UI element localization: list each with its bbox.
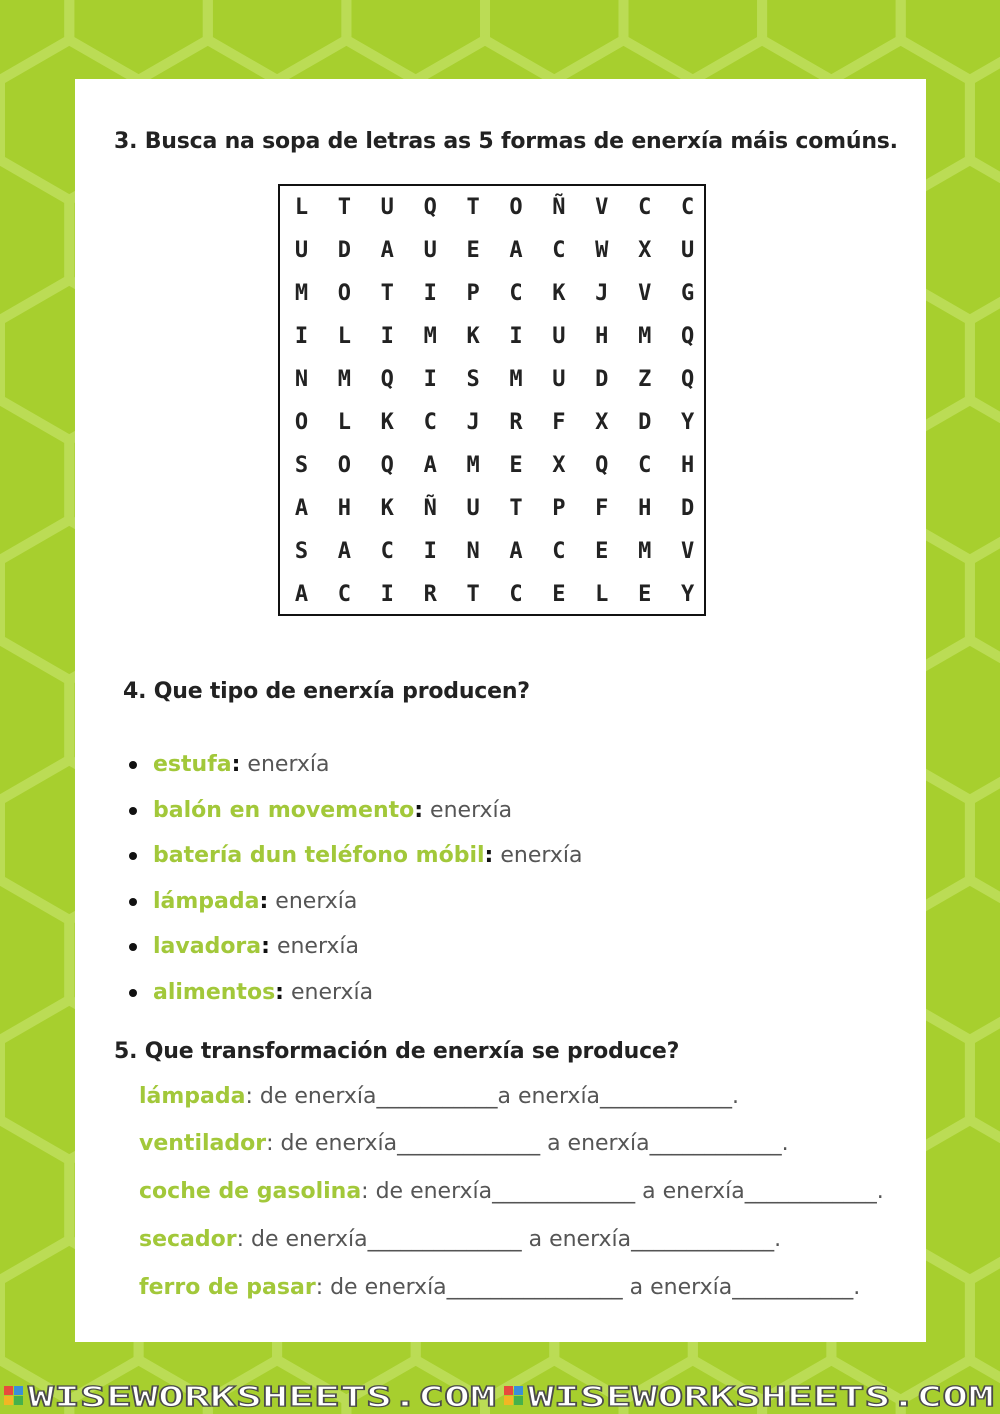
grid-letter: O: [337, 453, 352, 478]
grid-letter: M: [638, 539, 652, 564]
grid-letter: M: [509, 367, 523, 392]
grid-letter: I: [380, 324, 394, 349]
grid-letter: W: [595, 238, 609, 263]
grid-letter: A: [509, 238, 523, 263]
grid-letter: S: [294, 539, 309, 564]
grid-letter: E: [595, 539, 609, 564]
transformation-row: [139, 1131, 789, 1156]
grid-letter: Q: [380, 453, 394, 478]
bullet-icon: [129, 852, 137, 860]
question-4-title: 4. Que tipo de enerxía producen?: [123, 679, 530, 704]
list-item: [123, 742, 582, 788]
grid-letter: A: [423, 453, 437, 478]
grid-letter: Q: [680, 367, 695, 392]
row-keyword: ferro de pasar: [139, 1275, 316, 1300]
grid-letter: K: [380, 496, 394, 521]
item-text: enerxía: [283, 979, 374, 1005]
hexagon-shape: [624, 0, 763, 80]
grid-letter: C: [552, 238, 566, 263]
grid-letter: H: [638, 496, 652, 521]
item-keyword: balón en movemento: [153, 797, 415, 823]
item-colon: :: [484, 843, 494, 869]
grid-letter: A: [337, 539, 352, 564]
grid-letter: C: [638, 195, 652, 220]
item-text: enerxía: [493, 843, 583, 869]
grid-letter: Q: [680, 324, 695, 349]
grid-letter: P: [466, 281, 480, 306]
row-keyword: ventilador: [139, 1131, 267, 1156]
row-text: : de enerxía___________a enerxía____________.: [245, 1084, 740, 1109]
hexagon-shape: [69, 0, 208, 80]
grid-letter: E: [638, 582, 652, 607]
item-colon: :: [231, 752, 241, 777]
grid-letter: I: [509, 324, 523, 349]
grid-letter: I: [294, 324, 309, 349]
transformation-row: [139, 1275, 860, 1300]
item-keyword: lámpada: [153, 888, 260, 914]
grid-letter: X: [595, 410, 609, 435]
bullet-icon: [129, 989, 137, 997]
row-keyword: coche de gasolina: [139, 1179, 362, 1204]
hexagon-shape: [346, 0, 485, 80]
item-colon: :: [275, 979, 284, 1005]
grid-letter: D: [638, 410, 652, 435]
grid-letter: K: [466, 324, 480, 349]
grid-letter: D: [595, 367, 609, 392]
grid-letter: S: [466, 367, 480, 392]
item-text: enerxía: [240, 752, 330, 777]
grid-letter: M: [638, 324, 652, 349]
grid-letter: Z: [638, 367, 652, 392]
grid-letter: K: [380, 410, 394, 435]
grid-letter: U: [466, 496, 480, 521]
bullet-icon: [129, 943, 137, 951]
question-3-title: 3. Busca na sopa de letras as 5 formas de enerxía máis comúns.: [114, 129, 898, 154]
grid-letter: L: [337, 324, 352, 349]
grid-letter: C: [423, 410, 437, 435]
grid-letter: K: [552, 281, 566, 306]
item-text: enerxía: [423, 797, 513, 823]
grid-letter: M: [337, 367, 352, 392]
grid-letter: N: [466, 539, 480, 564]
energy-type-list: [123, 742, 582, 1016]
item-colon: :: [414, 797, 424, 823]
footer-logo-right: [504, 1386, 523, 1405]
grid-letter: H: [337, 496, 352, 521]
item-colon: :: [259, 888, 269, 914]
grid-letter: F: [595, 496, 609, 521]
grid-letter: C: [337, 582, 352, 607]
grid-letter: T: [337, 195, 352, 220]
grid-letter: L: [294, 195, 309, 220]
grid-letter: C: [680, 195, 695, 220]
grid-letter: Q: [423, 195, 437, 220]
grid-letter: S: [294, 453, 309, 478]
grid-letter: L: [595, 582, 609, 607]
grid-letter: A: [294, 582, 309, 607]
grid-letter: F: [552, 410, 566, 435]
list-item: [123, 833, 582, 879]
grid-letter: A: [294, 496, 309, 521]
grid-letter: U: [552, 324, 566, 349]
bullet-icon: [129, 898, 137, 906]
grid-letter: U: [552, 367, 566, 392]
grid-letter: E: [466, 238, 480, 263]
grid-letter: J: [466, 410, 480, 435]
grid-letter: M: [466, 453, 480, 478]
item-keyword: alimentos: [153, 979, 276, 1005]
list-item: [123, 879, 582, 925]
grid-letter: L: [337, 410, 352, 435]
item-text: enerxía: [269, 934, 360, 960]
grid-letter: I: [423, 281, 437, 306]
transformation-row: [139, 1084, 739, 1109]
grid-letter: C: [552, 539, 566, 564]
footer-watermark: [0, 1376, 1000, 1414]
grid-letter: C: [638, 453, 652, 478]
grid-letter: J: [595, 281, 609, 306]
grid-letter: Q: [595, 453, 609, 478]
grid-letter: R: [423, 582, 437, 607]
row-keyword: lámpada: [139, 1084, 246, 1109]
grid-letter: C: [509, 281, 523, 306]
grid-letter: Ñ: [423, 496, 437, 521]
grid-letter: Q: [380, 367, 394, 392]
list-item: [123, 924, 582, 970]
row-text: : de enerxía_____________ a enerxía____________.: [266, 1131, 789, 1156]
grid-letter: O: [294, 410, 309, 435]
grid-letter: V: [595, 195, 609, 220]
grid-letter: X: [552, 453, 566, 478]
grid-letter: I: [423, 367, 437, 392]
grid-letter: U: [294, 238, 309, 263]
grid-letter: T: [380, 281, 394, 306]
question-5-title: 5. Que transformación de enerxía se produce?: [114, 1039, 680, 1064]
grid-letter: I: [423, 539, 437, 564]
hexagon-shape: [762, 0, 901, 80]
grid-letter: U: [423, 238, 437, 263]
grid-letter: C: [380, 539, 394, 564]
word-search-grid: [278, 184, 706, 616]
list-item: [123, 970, 582, 1016]
grid-letter: V: [680, 539, 695, 564]
hexagon-shape: [485, 0, 624, 80]
bullet-icon: [129, 761, 137, 769]
grid-letter: U: [380, 195, 394, 220]
grid-letter: A: [380, 238, 394, 263]
grid-letter: O: [509, 195, 523, 220]
row-text: : de enerxía________________ a enerxía___________.: [315, 1275, 861, 1300]
row-text: : de enerxía______________ a enerxía_____________.: [236, 1227, 782, 1252]
grid-letter: O: [337, 281, 352, 306]
footer-brand-left: WISEWORKSHEETS.COM: [28, 1380, 496, 1413]
grid-letter: H: [680, 453, 695, 478]
grid-letter: D: [337, 238, 352, 263]
grid-letter: E: [552, 582, 566, 607]
footer-brand-right: WISEWORKSHEETS.COM: [528, 1380, 994, 1413]
item-text: enerxía: [268, 888, 358, 914]
grid-letter: X: [638, 238, 652, 263]
grid-letter: G: [680, 281, 695, 306]
hexagon-shape: [208, 0, 347, 80]
grid-letter: Y: [680, 582, 695, 607]
grid-letter: T: [509, 496, 523, 521]
grid-letter: Y: [680, 410, 695, 435]
item-keyword: estufa: [153, 752, 232, 777]
grid-letter: M: [294, 281, 309, 306]
grid-letter: I: [380, 582, 394, 607]
grid-letter: R: [509, 410, 523, 435]
grid-letter: A: [509, 539, 523, 564]
grid-letter: C: [509, 582, 523, 607]
grid-letter: E: [509, 453, 523, 478]
grid-letter: V: [638, 281, 652, 306]
grid-letter: T: [466, 582, 480, 607]
transformation-row: [139, 1227, 781, 1252]
grid-letter: H: [595, 324, 609, 349]
list-item: [123, 788, 582, 834]
grid-letter: U: [680, 238, 695, 263]
grid-letter: P: [552, 496, 566, 521]
item-keyword: lavadora: [153, 934, 262, 960]
bullet-icon: [129, 807, 137, 815]
item-colon: :: [261, 934, 270, 960]
transformation-row: [139, 1179, 884, 1204]
hexagon-shape: [0, 0, 69, 80]
grid-letter: M: [423, 324, 437, 349]
item-keyword: batería dun teléfono móbil: [153, 843, 485, 869]
row-text: : de enerxía_____________ a enerxía____________.: [361, 1179, 884, 1204]
grid-letter: D: [680, 496, 695, 521]
row-keyword: secador: [139, 1227, 237, 1252]
grid-letter: T: [466, 195, 480, 220]
footer-logo-left: [4, 1386, 23, 1405]
grid-letter: N: [294, 367, 309, 392]
grid-letter: Ñ: [552, 195, 566, 220]
